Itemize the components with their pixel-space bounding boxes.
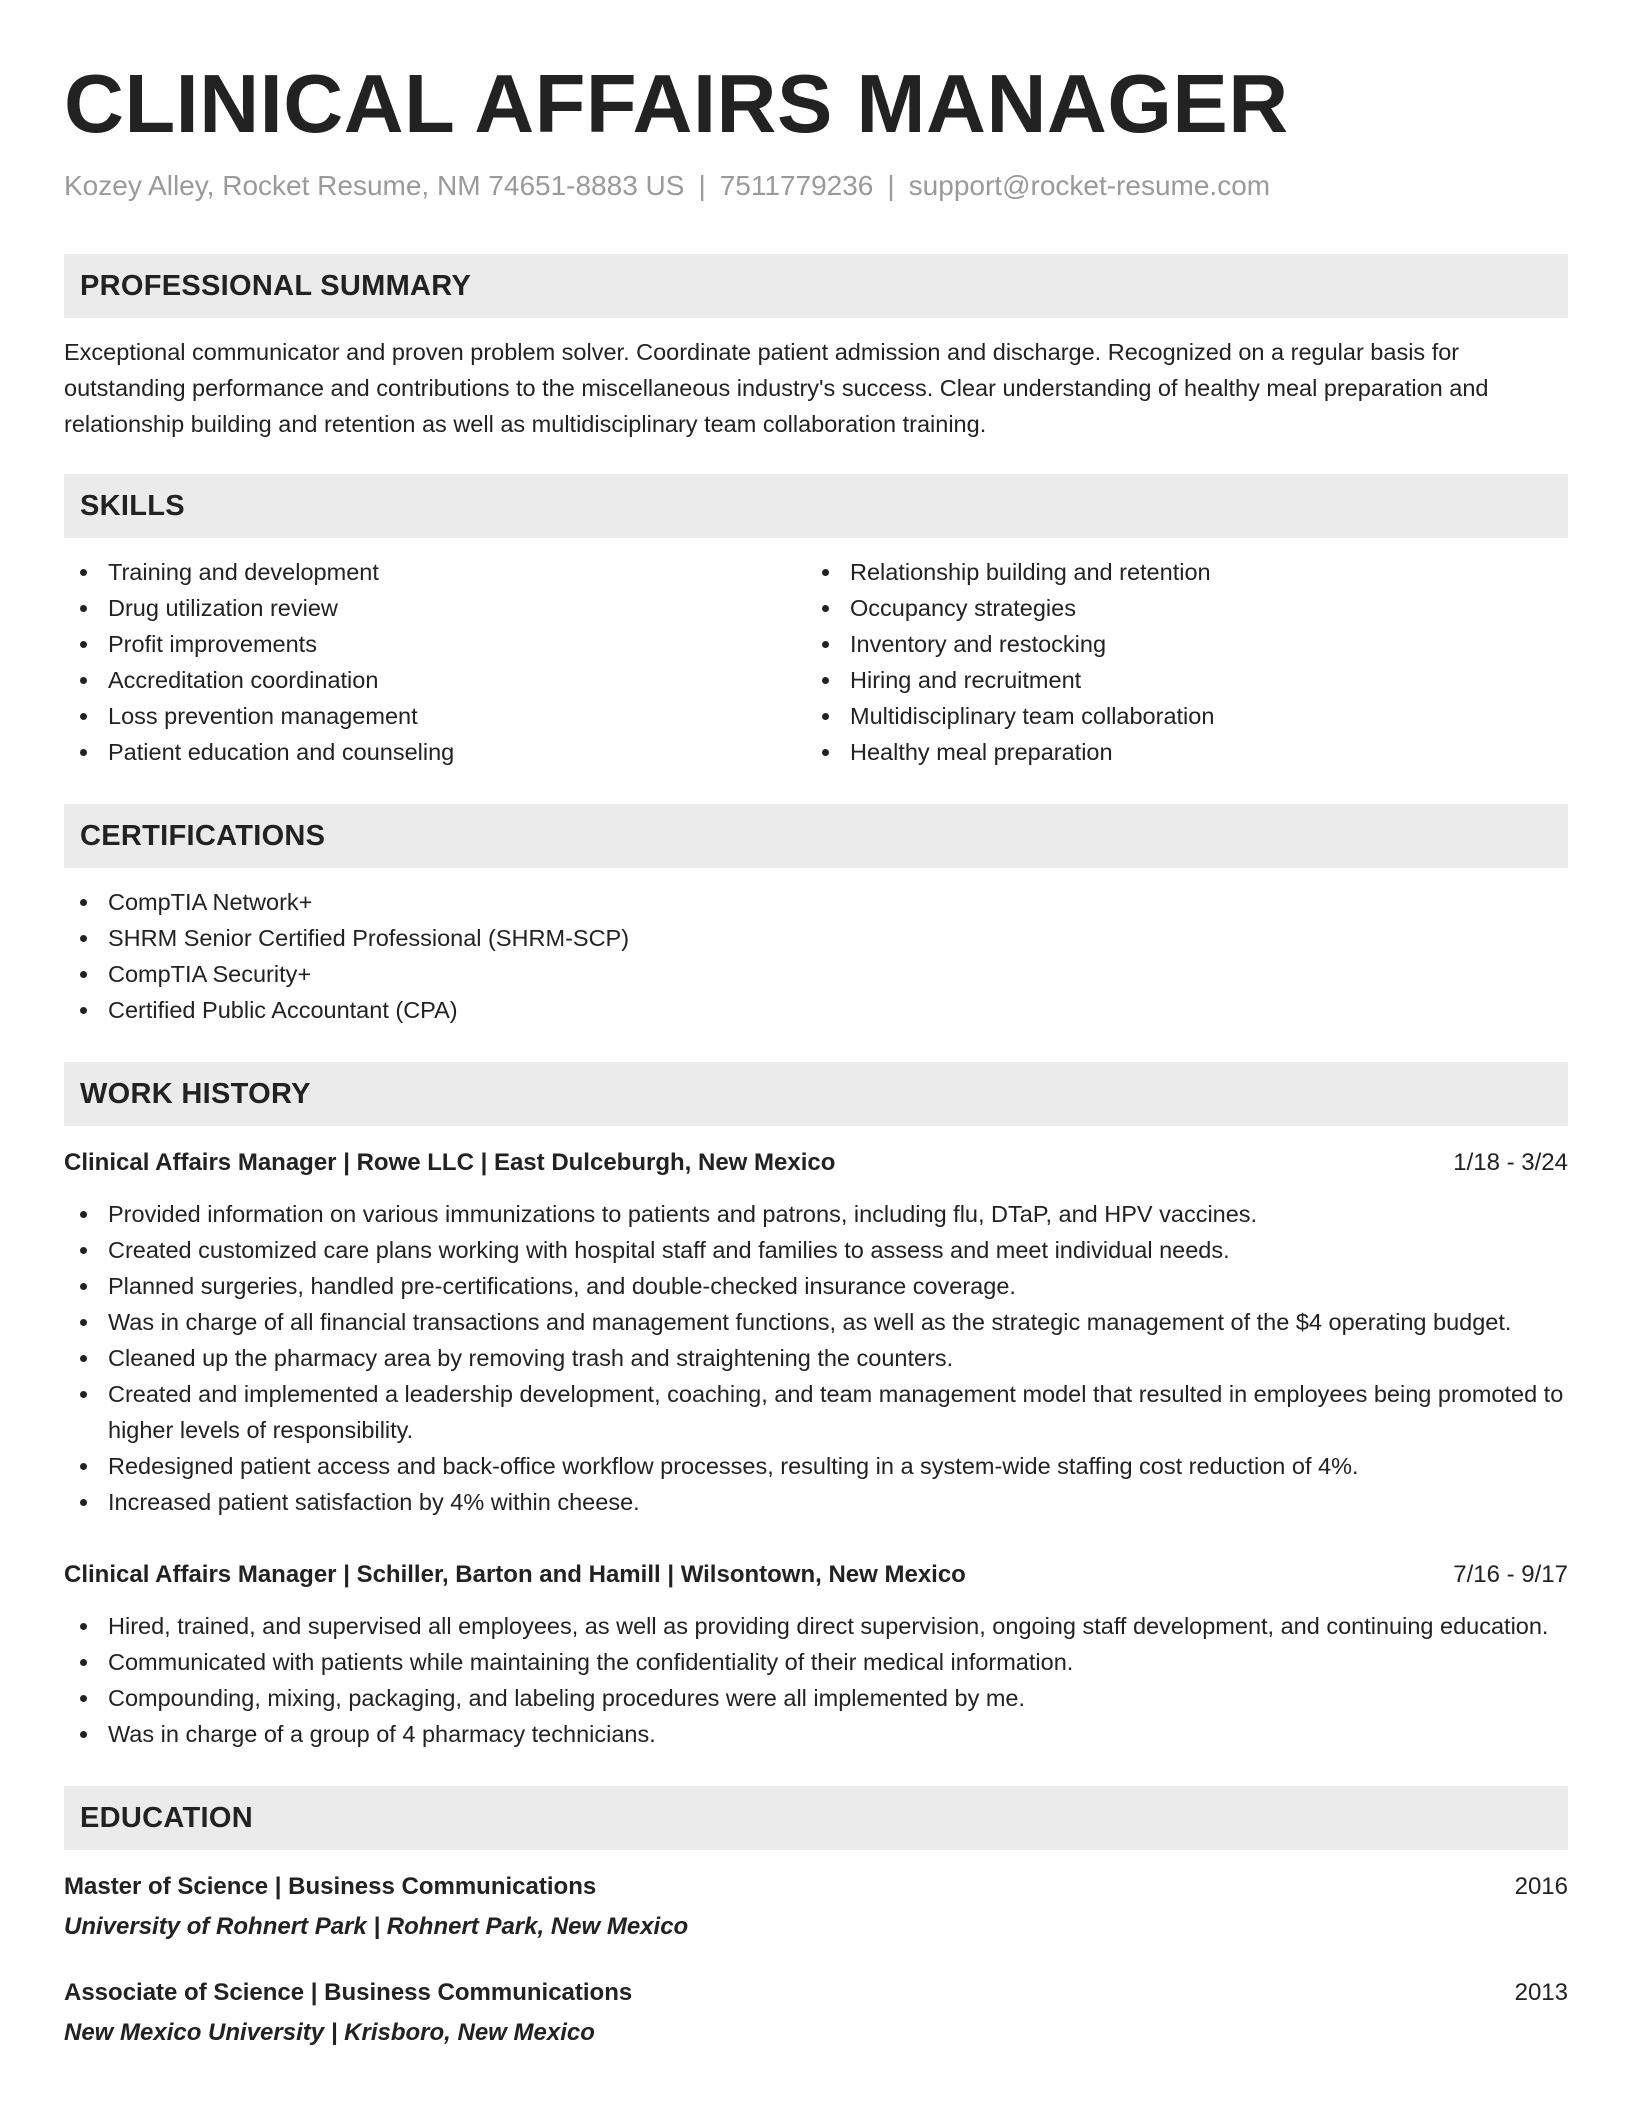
section-header-certifications: CERTIFICATIONS [64, 804, 1568, 868]
job-entry [64, 1146, 1568, 1520]
certification-item: CompTIA Network+ [64, 884, 1568, 920]
section-header-summary: PROFESSIONAL SUMMARY [64, 254, 1568, 318]
job-dates: 1/18 - 3/24 [1453, 1149, 1568, 1176]
education-entry [64, 1870, 1568, 1944]
job-bullet: Redesigned patient access and back-office workflow processes, resulting in a system-wide staffing cost reduction of 4%. [64, 1448, 1568, 1484]
job-dates: 7/16 - 9/17 [1453, 1561, 1568, 1588]
skill-item: Profit improvements [64, 626, 806, 662]
education-entry [64, 1976, 1568, 2050]
skill-item: Training and development [64, 554, 806, 590]
job-bullet: Increased patient satisfaction by 4% within cheese. [64, 1484, 1568, 1520]
section-header-skills: SKILLS [64, 474, 1568, 538]
resume-name: CLINICAL AFFAIRS MANAGER [64, 57, 1289, 150]
job-bullet: Created customized care plans working with hospital staff and families to assess and meet individual needs. [64, 1232, 1568, 1268]
skills-list-left [64, 554, 806, 770]
skill-item: Relationship building and retention [806, 554, 1548, 590]
job-bullet: Compounding, mixing, packaging, and labeling procedures were all implemented by me. [64, 1680, 1568, 1716]
job-heading-row [64, 1146, 1568, 1180]
skill-item: Occupancy strategies [806, 590, 1548, 626]
job-heading-row [64, 1558, 1568, 1592]
job-bullet: Communicated with patients while maintaining the confidentiality of their medical information. [64, 1644, 1568, 1680]
job-bullet: Was in charge of all financial transactions and management functions, as well as the strategic management of the $4 operating budget. [64, 1304, 1568, 1340]
certification-item: SHRM Senior Certified Professional (SHRM-SCP) [64, 920, 1568, 956]
contact-phone: 7511779236 [719, 170, 874, 201]
job-entry [64, 1558, 1568, 1752]
skill-item: Patient education and counseling [64, 734, 806, 770]
section-header-work-history: WORK HISTORY [64, 1062, 1568, 1126]
contact-line [64, 168, 1568, 204]
education-year: 2013 [1514, 1979, 1568, 2006]
skill-item: Multidisciplinary team collaboration [806, 698, 1548, 734]
job-bullet: Hired, trained, and supervised all employees, as well as providing direct supervision, ongoing staff development, and continuing education. [64, 1608, 1568, 1644]
skills-list-right [806, 554, 1548, 770]
skill-item: Drug utilization review [64, 590, 806, 626]
education-school: New Mexico University | Krisboro, New Mexico [64, 2019, 595, 2046]
job-bullet: Created and implemented a leadership development, coaching, and team management model that resulted in employees being promoted to higher levels of responsibility. [64, 1376, 1568, 1448]
contact-address: Kozey Alley, Rocket Resume, NM 74651-8883 US [64, 170, 685, 201]
job-bullet: Cleaned up the pharmacy area by removing trash and straightening the counters. [64, 1340, 1568, 1376]
certification-item: CompTIA Security+ [64, 956, 1568, 992]
contact-separator: | [887, 170, 895, 201]
skills-grid [64, 554, 1568, 770]
skill-item: Hiring and recruitment [806, 662, 1548, 698]
summary-text: Exceptional communicator and proven problem solver. Coordinate patient admission and discharge. Recognized on a regular basis for outstanding performance and contributions to the miscellaneous industry's success. Clear understanding of healthy meal preparation and relationship building and retention as well as multidisciplinary team collaboration training. [64, 339, 1489, 437]
education-school: University of Rohnert Park | Rohnert Park, New Mexico [64, 1913, 689, 1940]
job-bullet: Planned surgeries, handled pre-certifications, and double-checked insurance coverage. [64, 1268, 1568, 1304]
education-degree: Master of Science | Business Communications [64, 1873, 597, 1900]
contact-separator: | [698, 170, 706, 201]
certification-item: Certified Public Accountant (CPA) [64, 992, 1568, 1028]
job-bullet: Provided information on various immunizations to patients and patrons, including flu, DTaP, and HPV vaccines. [64, 1196, 1568, 1232]
education-degree: Associate of Science | Business Communications [64, 1979, 633, 2006]
education-heading-row [64, 1976, 1568, 2010]
skill-item: Healthy meal preparation [806, 734, 1548, 770]
education-year: 2016 [1514, 1873, 1568, 1900]
job-title: Clinical Affairs Manager | Schiller, Barton and Hamill | Wilsontown, New Mexico [64, 1561, 966, 1588]
job-title: Clinical Affairs Manager | Rowe LLC | East Dulceburgh, New Mexico [64, 1149, 836, 1176]
job-bullet: Was in charge of a group of 4 pharmacy technicians. [64, 1716, 1568, 1752]
contact-email: support@rocket-resume.com [908, 170, 1271, 201]
skill-item: Loss prevention management [64, 698, 806, 734]
job-bullets [64, 1608, 1568, 1752]
skill-item: Inventory and restocking [806, 626, 1548, 662]
certifications-list [64, 884, 1568, 1028]
section-header-education: EDUCATION [64, 1786, 1568, 1850]
job-bullets [64, 1196, 1568, 1520]
skill-item: Accreditation coordination [64, 662, 806, 698]
education-heading-row [64, 1870, 1568, 1904]
